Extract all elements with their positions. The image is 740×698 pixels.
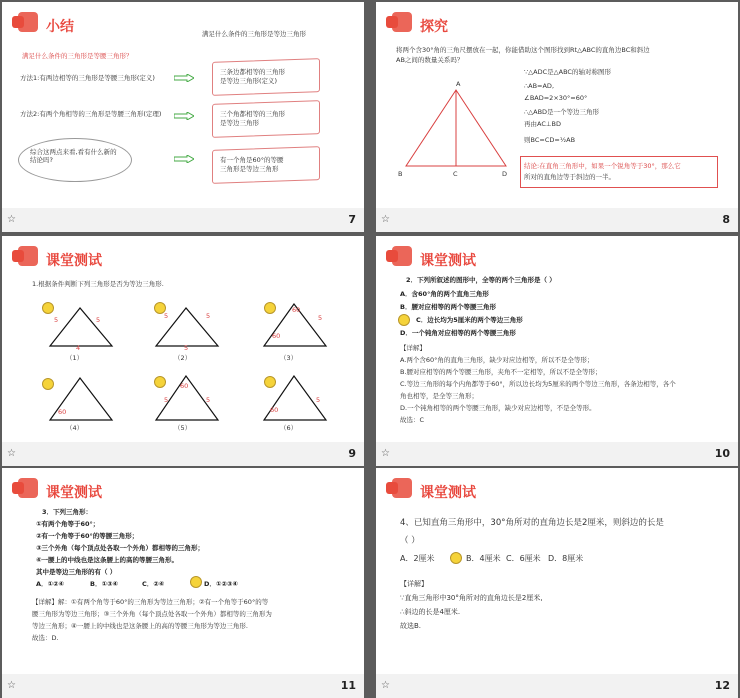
option-d: D．①②③④ bbox=[204, 580, 238, 588]
slide-footer bbox=[376, 674, 738, 698]
smile-icon bbox=[450, 552, 462, 564]
slide-title: 小结 bbox=[46, 19, 74, 35]
intro-line-2: AB之间的数量关系吗？ bbox=[396, 56, 464, 64]
star-icon[interactable]: ☆ bbox=[381, 680, 390, 691]
slide-number: 10 bbox=[714, 447, 730, 460]
mark: 5 bbox=[206, 396, 211, 404]
mark: 5 bbox=[54, 316, 59, 324]
star-icon[interactable]: ☆ bbox=[7, 214, 16, 225]
slide-canvas bbox=[2, 468, 364, 674]
caption: （2） bbox=[174, 354, 192, 362]
mark: 5 bbox=[206, 312, 211, 320]
detail-line: 故选：C bbox=[400, 416, 425, 424]
slide-9[interactable] bbox=[2, 236, 364, 466]
detail-line: 故选B. bbox=[400, 622, 422, 630]
mark: 60 bbox=[180, 382, 189, 390]
logo-icon bbox=[12, 478, 38, 504]
item: ②有一个角等于60°的等腰三角形； bbox=[36, 532, 139, 540]
label-a: A bbox=[456, 80, 461, 88]
option-b: B．腰对应相等的两个等腰三角形 bbox=[400, 303, 496, 311]
detail-line: ∴斜边的长是4厘米. bbox=[400, 608, 461, 616]
caption: （1） bbox=[66, 354, 84, 362]
slide-number: 11 bbox=[340, 679, 356, 692]
star-icon[interactable]: ☆ bbox=[7, 448, 16, 459]
top-hint: 满足什么条件的三角形是等边三角形 bbox=[202, 30, 306, 38]
mark: 5 bbox=[96, 316, 101, 324]
star-icon[interactable]: ☆ bbox=[381, 214, 390, 225]
mark: 60 bbox=[58, 408, 67, 416]
mark: 60 bbox=[292, 306, 301, 314]
slide-canvas bbox=[376, 468, 738, 674]
slide-footer bbox=[376, 208, 738, 232]
proof-line-2: ∴AB=AD, bbox=[524, 82, 555, 90]
slide-title: 课堂测试 bbox=[46, 253, 102, 269]
detail-title: 【详解】 bbox=[400, 580, 428, 588]
slide-canvas bbox=[376, 2, 738, 208]
slide-footer bbox=[2, 208, 364, 232]
arrow-icon bbox=[174, 74, 194, 82]
slide-11[interactable] bbox=[2, 468, 364, 698]
triangle-abd-figure bbox=[396, 80, 516, 180]
box-3-line-1: 有一个角是60°的等腰 bbox=[220, 156, 284, 164]
label-b: B bbox=[398, 170, 403, 178]
detail-line: 等边三角形；④一腰上的中线也是这条腰上的高的等腰三角形为等边三角形. bbox=[32, 622, 248, 630]
box-3-line-2: 三角形是等边三角形 bbox=[220, 165, 279, 173]
option-d: D．一个钝角对应相等的两个等腰三角形 bbox=[400, 329, 516, 337]
triangle-5 bbox=[152, 372, 222, 424]
mark: 5 bbox=[318, 314, 323, 322]
question: 1.根据条件判断下列三角形是否为等边三角形. bbox=[32, 280, 164, 288]
proof-line-6: 则BC=CD=½AB bbox=[524, 136, 576, 144]
detail-line: D.一个钝角相等的两个等腰三角形，缺少对应边相等，不是全等形。 bbox=[400, 404, 596, 412]
option-a: A．含60°角的两个直角三角形 bbox=[400, 290, 489, 298]
slide-number: 12 bbox=[714, 679, 730, 692]
mark: 60 bbox=[272, 332, 281, 340]
logo-icon bbox=[12, 12, 38, 38]
slide-number: 8 bbox=[722, 213, 730, 226]
method-1: 方法1:有两边相等的三角形是等腰三角形(定义) bbox=[20, 74, 155, 82]
logo-icon bbox=[386, 12, 412, 38]
detail-line: 【详解】解：①有两个角等于60°的三角形为等边三角形；②有一个角等于60°的等 bbox=[32, 598, 269, 606]
slide-8[interactable] bbox=[376, 2, 738, 232]
detail-line: ∵直角三角形中30°角所对的直角边长是2厘米, bbox=[400, 594, 543, 602]
caption: （5） bbox=[174, 424, 192, 432]
mark: 5 bbox=[184, 344, 189, 352]
proof-line-5: 再由AC⊥BD bbox=[524, 120, 561, 128]
smile-icon bbox=[398, 314, 410, 326]
mark: 5 bbox=[164, 312, 169, 320]
star-icon[interactable]: ☆ bbox=[7, 680, 16, 691]
option-c: C．②④ bbox=[142, 580, 165, 588]
detail-line: 故选：D. bbox=[32, 634, 59, 642]
question-line-2: （ ） bbox=[400, 536, 420, 546]
slide-footer bbox=[376, 442, 738, 466]
detail-line: C.等边三角形的每个内角都等于60°，所以边长均为5厘米的两个等边三角形，各条边相等，各个 bbox=[400, 380, 676, 388]
mark: 60 bbox=[270, 406, 279, 414]
method-2: 方法2:有两个角相等的三角形是等腰三角形(定理) bbox=[20, 110, 162, 118]
slide-title: 课堂测试 bbox=[46, 485, 102, 501]
logo-icon bbox=[386, 478, 412, 504]
proof-line-4: ∴△ABD是一个等边三角形 bbox=[524, 108, 600, 116]
slide-title: 课堂测试 bbox=[420, 485, 476, 501]
slide-12[interactable] bbox=[376, 468, 738, 698]
slide-number: 9 bbox=[348, 447, 356, 460]
option-d: D．8厘米 bbox=[548, 554, 584, 563]
detail-line: B.腰对应相等的两个等腰三角形，夹角不一定相等，所以不是全等形； bbox=[400, 368, 602, 376]
smile-icon bbox=[190, 576, 202, 588]
item: ④一腰上的中线也是这条腰上的高的等腰三角形。 bbox=[36, 556, 179, 564]
caption: （6） bbox=[280, 424, 298, 432]
option-b: B．4厘米 bbox=[466, 554, 501, 563]
logo-icon bbox=[12, 246, 38, 272]
slide-footer bbox=[2, 442, 364, 466]
slide-canvas bbox=[2, 2, 364, 208]
detail-line: 腰三角形为等边三角形；③三个外角（每个顶点处各取一个外角）都相等的三角形为 bbox=[32, 610, 272, 618]
option-a: A．①②④ bbox=[36, 580, 65, 588]
mark: 5 bbox=[164, 396, 169, 404]
slide-10[interactable] bbox=[376, 236, 738, 466]
cloud-text: 综合这两点来看,看有什么新的结论吗? bbox=[30, 148, 117, 165]
star-icon[interactable]: ☆ bbox=[381, 448, 390, 459]
mark: 5 bbox=[316, 396, 321, 404]
detail-line: A.两个含60°角的直角三角形，缺少对应边相等，所以不是全等形； bbox=[400, 356, 594, 364]
option-b: B．①③④ bbox=[90, 580, 118, 588]
box-2-line-2: 是等边三角形 bbox=[220, 119, 259, 127]
slide-7[interactable] bbox=[2, 2, 364, 232]
conclusion-box bbox=[520, 156, 718, 188]
caption: （4） bbox=[66, 424, 84, 432]
item: ①有两个角等于60°； bbox=[36, 520, 100, 528]
option-a: A．2厘米 bbox=[400, 554, 435, 563]
slide-title: 探究 bbox=[420, 19, 448, 35]
proof-line-1: ∵△ADC是△ABC的轴对称图形 bbox=[524, 68, 611, 76]
question: 2．下列所叙述的图形中，全等的两个三角形是（ ） bbox=[406, 276, 556, 284]
caption: （3） bbox=[280, 354, 298, 362]
slide-footer bbox=[2, 674, 364, 698]
intro-line-1: 将两个含30°角的三角尺摆放在一起，你能借助这个图形找到Rt△ABC的直角边BC和斜边 bbox=[396, 46, 650, 54]
triangle-1 bbox=[46, 304, 116, 350]
question-line-1: 4、已知直角三角形中，30°角所对的直角边长是2厘米，则斜边的长是 bbox=[400, 518, 664, 528]
arrow-icon bbox=[174, 155, 194, 163]
slide-title: 课堂测试 bbox=[420, 253, 476, 269]
question: 满足什么条件的三角形是等腰三角形？ bbox=[22, 52, 133, 60]
detail-line: 角也相等，是全等三角形； bbox=[400, 392, 478, 400]
box-2-line-1: 三个角都相等的三角形 bbox=[220, 110, 285, 118]
option-c: C．6厘米 bbox=[506, 554, 541, 563]
label-d: D bbox=[502, 170, 508, 178]
question: 3．下列三角形： bbox=[42, 508, 93, 516]
box-1-line-2: 是等边三角形(定义) bbox=[220, 77, 278, 85]
conclusion-line-1: 结论:在直角三角形中，如果一个锐角等于30°，那么它 bbox=[524, 162, 681, 170]
item: 其中是等边三角形的有（ ） bbox=[36, 568, 117, 576]
logo-icon bbox=[386, 246, 412, 272]
option-c: C．边长均为5厘米的两个等边三角形 bbox=[416, 316, 523, 324]
detail-title: 【详解】 bbox=[400, 344, 426, 352]
conclusion-line-2: 所对的直角边等于斜边的一半。 bbox=[524, 173, 615, 181]
slide-canvas bbox=[2, 236, 364, 442]
triangle-4 bbox=[46, 374, 116, 424]
label-c: C bbox=[453, 170, 458, 178]
proof-line-3: ∠BAD=2×30°=60° bbox=[524, 94, 588, 102]
slide-number: 7 bbox=[348, 213, 356, 226]
arrow-icon bbox=[174, 112, 194, 120]
box-1-line-1: 三条边都相等的三角形 bbox=[220, 68, 285, 76]
mark: 4 bbox=[76, 344, 81, 352]
slide-canvas bbox=[376, 236, 738, 442]
item: ③三个外角（每个顶点处各取一个外角）都相等的三角形； bbox=[36, 544, 205, 552]
